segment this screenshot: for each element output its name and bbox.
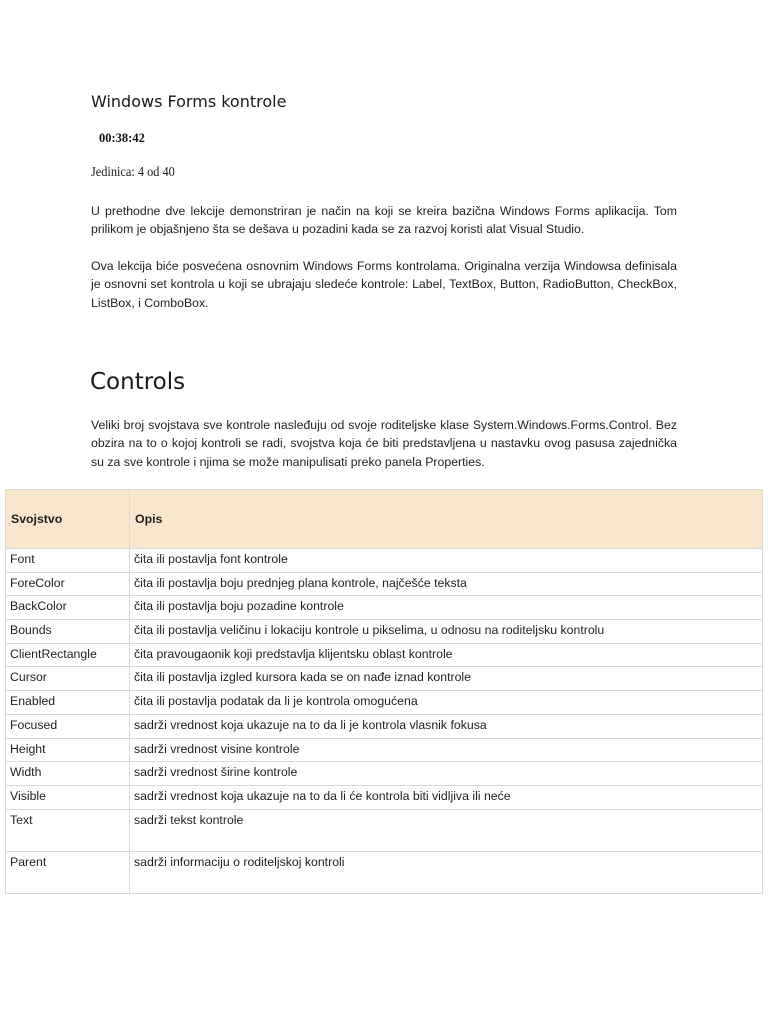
- property-name-cell: ForeColor: [6, 572, 130, 596]
- property-description-cell: čita pravougaonik koji predstavlja klijentsku oblast kontrole: [130, 643, 763, 667]
- table-row: [6, 549, 763, 573]
- property-name-cell: Focused: [6, 714, 130, 738]
- table-row: [6, 667, 763, 691]
- table-row: [6, 620, 763, 644]
- intro-paragraph: U prethodne dve lekcije demonstriran je način na koji se kreira bazična Windows Forms aplikacija. Tom prilikom je objašnjeno šta se dešava u pozadini kada se za razvoj koristi alat Visual Studio.: [91, 204, 677, 237]
- table-row: [6, 714, 763, 738]
- property-name-cell: Width: [6, 762, 130, 786]
- property-name-cell: Cursor: [6, 667, 130, 691]
- table-row: [6, 762, 763, 786]
- property-name-cell: Bounds: [6, 620, 130, 644]
- property-description-cell: čita ili postavlja boju prednjeg plana kontrole, najčešće teksta: [130, 572, 763, 596]
- property-description-cell: sadrži vrednost koja ukazuje na to da li će kontrola biti vidljiva ili neće: [130, 785, 763, 809]
- property-description-cell: sadrži tekst kontrole: [130, 809, 763, 851]
- property-description-cell: čita ili postavlja podatak da li je kontrola omogućena: [130, 691, 763, 715]
- table-header-row: [6, 490, 763, 549]
- property-name-cell: Font: [6, 549, 130, 573]
- property-description-cell: sadrži informaciju o roditeljskoj kontroli: [130, 851, 763, 893]
- property-description-cell: čita ili postavlja boju pozadine kontrole: [130, 596, 763, 620]
- table-row: [6, 596, 763, 620]
- property-name-cell: Visible: [6, 785, 130, 809]
- table-row: [6, 572, 763, 596]
- table-row: [6, 785, 763, 809]
- intro-paragraph: Ova lekcija biće posvećena osnovnim Windows Forms kontrolama. Originalna verzija Windowsa definisala je osnovni set kontrola u koji se ubrajaju sledeće kontrole: Label, TextBox, Button, RadioButton, CheckBox, ListBox, i ComboBox.: [91, 259, 677, 310]
- table-row: [6, 809, 763, 851]
- property-description-cell: čita ili postavlja izgled kursora kada se on nađe iznad kontrole: [130, 667, 763, 691]
- table-row: [6, 643, 763, 667]
- property-name-cell: Enabled: [6, 691, 130, 715]
- column-header-property: Svojstvo: [6, 490, 130, 549]
- property-name-cell: ClientRectangle: [6, 643, 130, 667]
- table-row: [6, 738, 763, 762]
- lesson-duration: 00:38:42: [99, 131, 145, 145]
- property-description-cell: sadrži vrednost koja ukazuje na to da li je kontrola vlasnik fokusa: [130, 714, 763, 738]
- table-row: [6, 851, 763, 893]
- page-title: Windows Forms kontrole: [91, 92, 287, 111]
- property-description-cell: čita ili postavlja veličinu i lokaciju kontrole u pikselima, u odnosu na roditeljsku kontrolu: [130, 620, 763, 644]
- property-name-cell: Parent: [6, 851, 130, 893]
- properties-table: [5, 489, 763, 894]
- section-heading: Controls: [90, 369, 186, 395]
- property-description-cell: sadrži vrednost visine kontrole: [130, 738, 763, 762]
- lesson-unit-counter: Jedinica: 4 od 40: [91, 165, 175, 180]
- column-header-description: Opis: [130, 490, 763, 549]
- table-row: [6, 691, 763, 715]
- property-name-cell: Height: [6, 738, 130, 762]
- section-paragraph: Veliki broj svojstava sve kontrole nasleđuju od svoje roditeljske klase System.Windows.Forms.Control. Bez obzira na to o kojoj kontroli se radi, svojstva koja će biti predstavljena u nastavku ovog pasusa zajednička su za sve kontrole i njima se može manipulisati preko panela Properties.: [91, 418, 677, 469]
- property-name-cell: BackColor: [6, 596, 130, 620]
- property-description-cell: sadrži vrednost širine kontrole: [130, 762, 763, 786]
- property-description-cell: čita ili postavlja font kontrole: [130, 549, 763, 573]
- property-name-cell: Text: [6, 809, 130, 851]
